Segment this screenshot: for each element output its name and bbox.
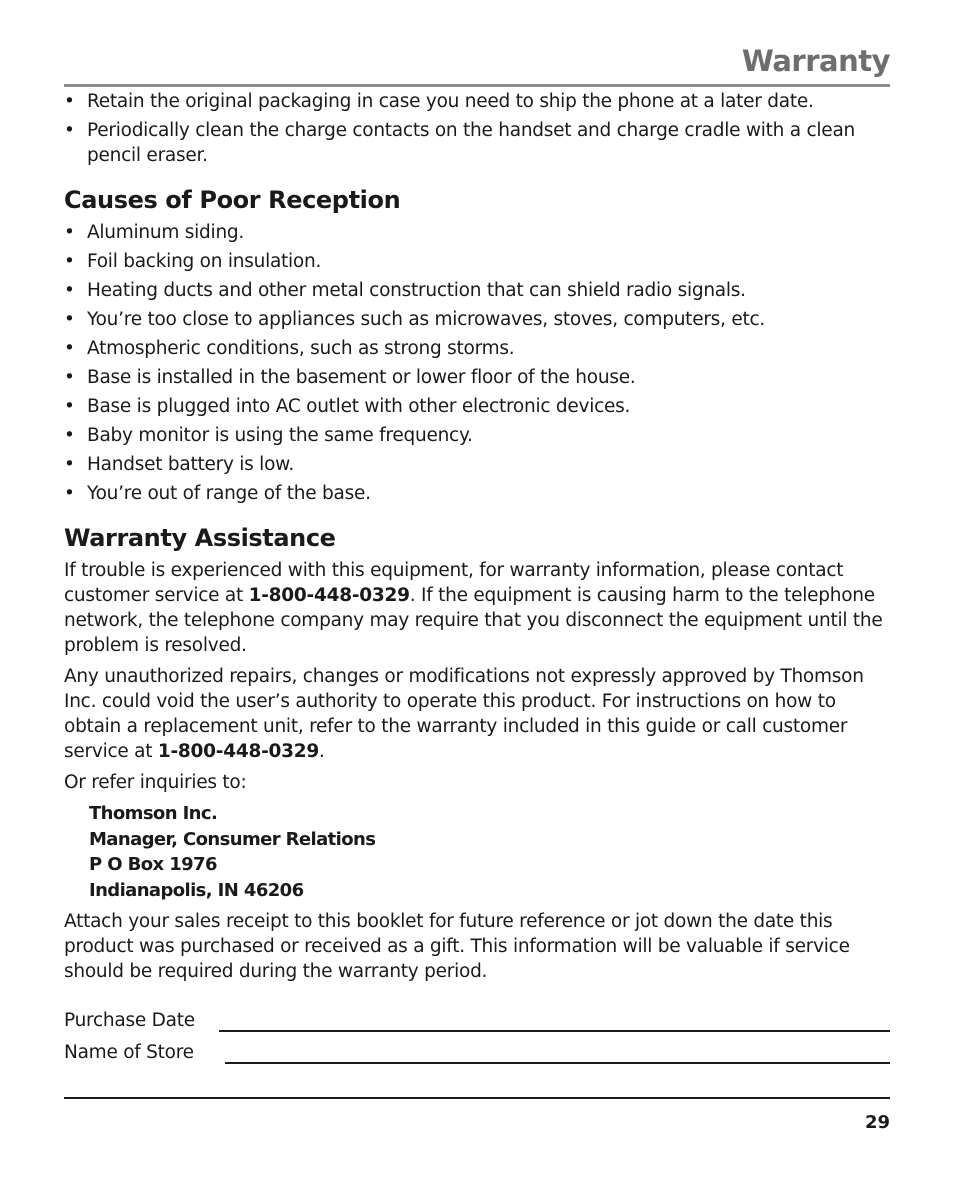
purchase-date-line[interactable]	[219, 1030, 890, 1032]
section-heading-poor-reception: Causes of Poor Reception	[64, 186, 401, 214]
store-name-row	[64, 1040, 890, 1072]
address-line: Indianapolis, IN 46206	[89, 879, 304, 901]
page-number: 29	[864, 1112, 890, 1133]
list-item: • Base is installed in the basement or lower floor of the house.	[64, 365, 890, 390]
footer-divider	[64, 1097, 890, 1099]
warranty-paragraph-1	[64, 558, 890, 658]
list-item: • Base is plugged into AC outlet with other electronic devices.	[64, 394, 890, 419]
address-line: P O Box 1976	[89, 854, 217, 875]
list-item: • You’re too close to appliances such as microwaves, stoves, computers, etc.	[64, 307, 890, 332]
refer-inquiries-text: Or refer inquiries to:	[64, 772, 247, 793]
list-item: • Periodically clean the charge contacts on the handset and charge cradle with a clean pencil eraser.	[64, 118, 890, 168]
mailing-address	[89, 801, 890, 903]
paragraph-text: Any unauthorized repairs, changes or modifications not expressly approved by Thomson Inc. could void the user’s authority to operate this product. For instructions on how to obtain a replacement unit, refer to the warranty included in this guide or call customer service at	[64, 666, 864, 762]
address-line: Thomson Inc.	[89, 803, 218, 824]
paragraph-text: .	[319, 741, 325, 762]
poor-reception-list	[64, 220, 890, 506]
purchase-date-row	[64, 1008, 890, 1040]
address-line: Manager, Consumer Relations	[89, 828, 376, 850]
list-item: • Retain the original packaging in case you need to ship the phone at a later date.	[64, 89, 890, 114]
list-item: • Foil backing on insulation.	[64, 249, 890, 274]
paragraph-text: If trouble is experienced with this equipment, for warranty information, please contact customer service at	[64, 560, 844, 606]
list-item: • Aluminum siding.	[64, 220, 890, 245]
store-name-line[interactable]	[225, 1062, 890, 1064]
page-title: Warranty	[741, 44, 890, 78]
purchase-date-label: Purchase Date	[64, 1010, 195, 1031]
attach-receipt-paragraph: Attach your sales receipt to this booklet for future reference or jot down the date this product was purchased or received as a gift. This information will be valuable if service should be required during the warranty period.	[64, 911, 850, 982]
store-name-label: Name of Store	[64, 1042, 194, 1063]
list-item: • Heating ducts and other metal construction that can shield radio signals.	[64, 278, 890, 303]
phone-number: 1-800-448-0329	[157, 741, 320, 762]
list-item: • You’re out of range of the base.	[64, 481, 890, 506]
page-content	[64, 89, 890, 1072]
list-item: • Handset battery is low.	[64, 452, 890, 477]
paragraph-text: . If the equipment is causing harm to the telephone network, the telephone company may require that you disconnect the equipment until the problem is resolved.	[64, 585, 883, 656]
list-item: • Baby monitor is using the same frequency.	[64, 423, 890, 448]
phone-number: 1-800-448-0329	[248, 585, 410, 606]
list-item: • Atmospheric conditions, such as strong storms.	[64, 336, 890, 361]
section-heading-warranty-assistance: Warranty Assistance	[64, 524, 336, 552]
page-header	[64, 40, 890, 87]
warranty-paragraph-2	[64, 664, 890, 764]
care-bullet-list	[64, 89, 890, 168]
